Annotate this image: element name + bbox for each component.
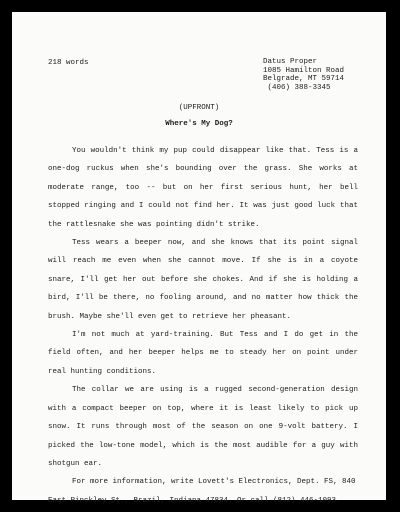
article-title: Where's My Dog?	[165, 120, 233, 128]
paragraph: You wouldn't think my pup could disappear like that. Tess is a one-dog ruckus when she's bounding over the grass. She works at moderate range, too -- but on her first serious hunt, her bell stopped ringing and I could not find her. It was just good luck that the rattlesnake she was pointing didn't strike.	[48, 147, 358, 229]
word-count: 218 words	[48, 59, 89, 67]
author-street: 1085 Hamilton Road	[263, 66, 345, 75]
article-body	[48, 142, 358, 510]
section-label: (UPFRONT)	[178, 104, 220, 112]
author-phone: (406) 388-3345	[263, 83, 331, 92]
author-city: Belgrade, MT 59714	[263, 75, 345, 83]
paragraph: Tess wears a beeper now, and she knows that its point signal will reach me even when she cannot move. If she is in a coyote snare, I'll get her out before she chokes. And if she is holding a bird, I'll be there, no fooling around, and no matter how thick the brush. Maybe she'll even get to retrieve her pheasant.	[48, 239, 358, 321]
author-name: Datus Proper	[263, 58, 318, 66]
paragraph: For more information, write Lovett's Electronics, Dept. FS, 840 East Pinckley St., Brazil, Indiana 47834. Or call (812) 446-1093.	[48, 478, 356, 505]
paragraph: The collar we are using is a rugged second-generation design with a compact beeper on top, where it is least likely to pick up snow. It runs through most of the season on one 9-volt battery. I picked the low-tone model, which is the most audible for a guy with shotgun ear.	[48, 386, 358, 468]
manuscript-page	[12, 12, 386, 505]
paragraph: I'm not much at yard-training. But Tess and I do get in the field often, and her beeper helps me to steady her on point under real hunting conditions.	[48, 331, 358, 376]
author-address-block	[263, 58, 344, 92]
